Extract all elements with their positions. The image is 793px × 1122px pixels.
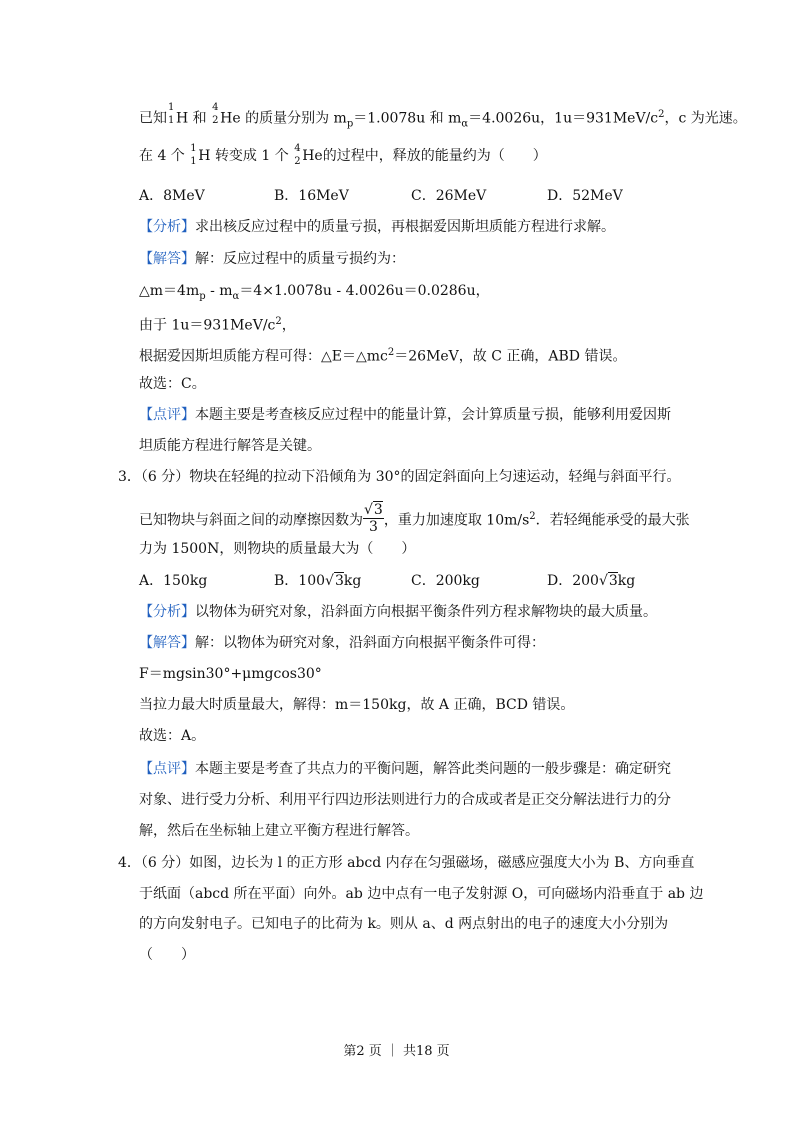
nuclide-h: 1 1 (190, 143, 197, 167)
option-c: C．26MeV (411, 188, 487, 204)
q3-stem-line-3: 力为 1500N，则物块的质量最大为（ ） (139, 541, 416, 557)
q3-stem-line-2: 已知物块与斜面之间的动摩擦因数为 $\frac{√3}{3}$ ，重力加速度取 $10m/s^2$．若轻绳能承受的最大张 (139, 502, 690, 535)
option-c: C．200kg (411, 573, 480, 589)
option-d: D．52MeV (547, 188, 623, 204)
p2-equation-1: $\triangle m=4m_p - m_\alpha=4\times 1.0078u - 4.0026u=0.0286u$， (139, 283, 490, 302)
p2-analysis: 【分析】求出核反应过程中的质量亏损，再根据爱因斯坦质能方程进行求解。 (139, 219, 615, 235)
p2-equation-3: 根据爱因斯坦质能方程可得：$\triangle E=\triangle mc^2=26MeV$，故 C 正确，ABD 错误。 (139, 347, 627, 365)
q4-stem-line-3: 的方向发射电子。已知电子的比荷为 k。则从 a、d 两点射出的电子的速度大小分别为 (139, 916, 669, 932)
nuclide-h: 1 1 (168, 102, 175, 126)
q3-analysis: 【分析】以物体为研究对象，沿斜面方向根据平衡条件列方程求解物块的最大质量。 (139, 604, 657, 620)
p2-choice: 故选：C。 (139, 376, 206, 392)
q3-comment-cont-1: 对象、进行受力分析、利用平行四边形法则进行力的合成或者是正交分解法进行力的分 (139, 792, 671, 808)
p2-answer: 【解答】解：反应过程中的质量亏损约为： (139, 251, 405, 267)
q3-result: 当拉力最大时质量最大，解得：m＝150kg，故 A 正确，BCD 错误。 (139, 697, 575, 713)
q3-stem-line-1: 3．（6 分）物块在轻绳的拉动下沿倾角为 30°的固定斜面向上匀速运动，轻绳与斜面平行。 (118, 469, 681, 485)
q3-equation: F＝mgsin30°+μmgcos30° (139, 666, 322, 682)
q3-comment: 【点评】本题主要是考查了共点力的平衡问题，解答此类问题的一般步骤是：确定研究 (139, 761, 671, 777)
p2-stem-line-2: 在 4 个 1 1 H 转变成 1 个 4 2 He的过程中，释放的能量约为（ ） (139, 143, 547, 167)
option-a: A．8MeV (139, 188, 205, 204)
option-b: B．100√3kg (274, 573, 362, 589)
option-b: B．16MeV (274, 188, 349, 204)
nuclide-he: 4 2 (294, 143, 301, 167)
option-d: D．200√3kg (547, 573, 636, 589)
nuclide-he: 4 2 (212, 102, 219, 126)
q4-stem-line-4: （ ） (139, 947, 195, 963)
p2-stem-line-1: 已知 1 1 H 和 4 2 He 的质量分别为 $m_p=1.0078u$ 和 $m_\alpha=4.0026u$，$1u=931MeV/c^2$，c 为光速。 (139, 102, 747, 130)
option-a: A．150kg (139, 573, 208, 589)
p2-equation-2: 由于 $1u=931MeV/c^2$， (139, 316, 296, 334)
fraction-sqrt3-over-3: $\frac{√3}{3}$ (364, 502, 383, 535)
q3-comment-cont-2: 解，然后在坐标轴上建立平衡方程进行解答。 (139, 823, 419, 839)
q3-choice: 故选：A。 (139, 728, 206, 744)
page-footer: 第2 页 ｜ 共18 页 (343, 1044, 450, 1059)
p2-comment-cont: 坦质能方程进行解答是关键。 (139, 438, 321, 454)
q4-stem-line-1: 4．（6 分）如图，边长为 l 的正方形 abcd 内存在匀强磁场，磁感应强度大小为 B、方向垂直 (118, 855, 695, 871)
q3-answer: 【解答】解：以物体为研究对象，沿斜面方向根据平衡条件可得： (139, 635, 545, 651)
q4-stem-line-2: 于纸面（abcd 所在平面）向外。ab 边中点有一电子发射源 O，可向磁场内沿垂直于 ab 边 (139, 886, 704, 902)
p2-comment: 【点评】本题主要是考查核反应过程中的能量计算，会计算质量亏损，能够利用爱因斯 (139, 407, 671, 423)
